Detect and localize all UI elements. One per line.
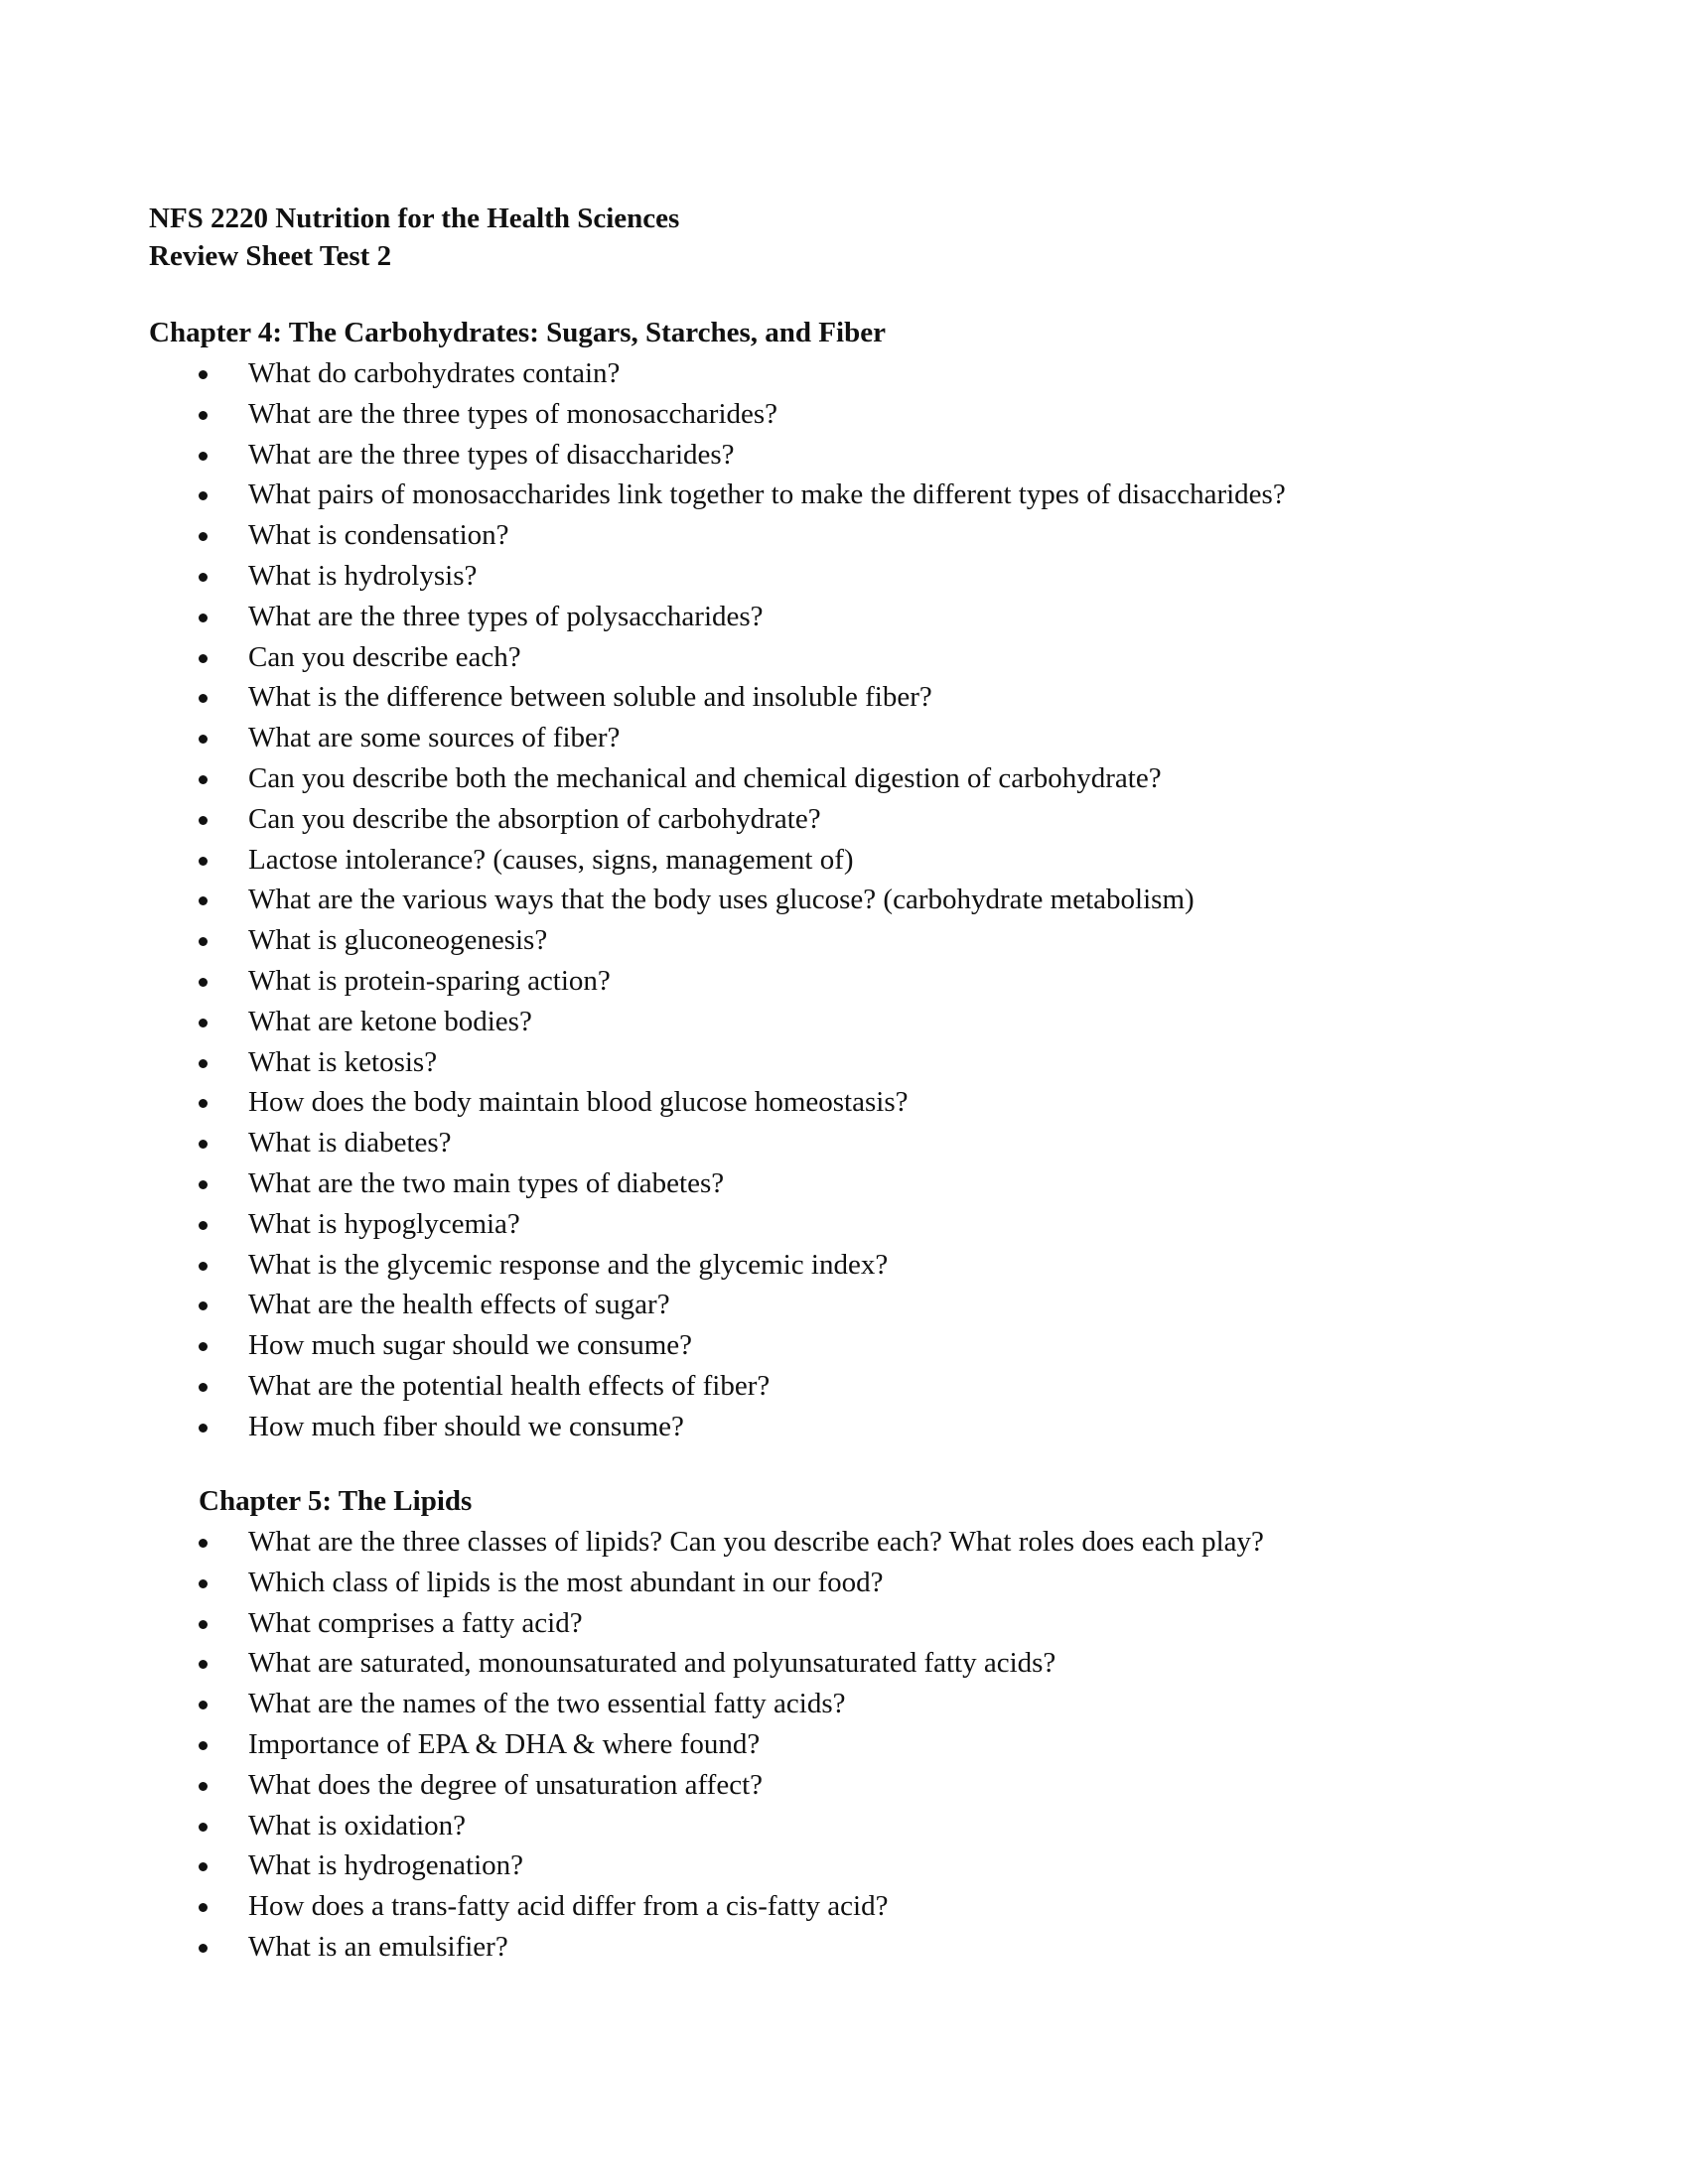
bullet-icon (199, 1823, 208, 1832)
bullet-icon (199, 1903, 208, 1912)
question-text: What is hydrogenation? (248, 1849, 524, 1882)
bullet-icon (199, 1140, 208, 1149)
bullet-icon (199, 1180, 208, 1189)
bullet-icon (199, 1741, 208, 1750)
chapter-4-heading: Chapter 4: The Carbohydrates: Sugars, Starches, and Fiber (149, 317, 886, 348)
bullet-icon (199, 1019, 208, 1027)
question-text: What is hydrolysis? (248, 559, 478, 592)
bullet-icon (199, 1424, 208, 1433)
question-text: What is the glycemic response and the glycemic index? (248, 1248, 889, 1281)
bullet-icon (199, 1262, 208, 1271)
question-text: Can you describe the absorption of carbohydrate? (248, 802, 821, 835)
bullet-icon (199, 1620, 208, 1629)
question-text: What are the three types of polysaccharides? (248, 600, 764, 632)
question-text: What is the difference between soluble and insoluble fiber? (248, 681, 932, 714)
course-title: NFS 2220 Nutrition for the Health Sciences (149, 203, 680, 234)
question-text: What are saturated, monounsaturated and polyunsaturated fatty acids? (248, 1647, 1056, 1680)
bullet-icon (199, 1944, 208, 1953)
question-text: What comprises a fatty acid? (248, 1606, 583, 1639)
bullet-icon (199, 1862, 208, 1871)
bullet-icon (199, 775, 208, 784)
bullet-icon (199, 978, 208, 987)
question-text: How much sugar should we consume? (248, 1329, 692, 1362)
question-text: What are the various ways that the body uses glucose? (carbohydrate metabolism) (248, 884, 1195, 916)
question-text: What is protein-sparing action? (248, 964, 611, 997)
question-text: What are the names of the two essential fatty acids? (248, 1688, 846, 1720)
bullet-icon (199, 573, 208, 582)
question-text: How much fiber should we consume? (248, 1410, 684, 1442)
question-text: What is gluconeogenesis? (248, 924, 548, 957)
chapter-5-heading: Chapter 5: The Lipids (199, 1485, 473, 1517)
question-text: What are ketone bodies? (248, 1005, 532, 1037)
bullet-icon (199, 370, 208, 379)
question-text: What are the three types of disaccharides? (248, 438, 735, 471)
bullet-icon (199, 614, 208, 622)
bullet-icon (199, 411, 208, 420)
question-text: What do carbohydrates contain? (248, 357, 621, 389)
bullet-icon (199, 1539, 208, 1548)
bullet-icon (199, 1221, 208, 1230)
question-text: What are some sources of fiber? (248, 722, 621, 754)
bullet-icon (199, 452, 208, 461)
bullet-icon (199, 1782, 208, 1791)
question-text: How does the body maintain blood glucose homeostasis? (248, 1086, 909, 1119)
question-text: What pairs of monosaccharides link together to make the different types of disaccharides? (248, 478, 1286, 511)
bullet-icon (199, 1099, 208, 1108)
sheet-title: Review Sheet Test 2 (149, 240, 392, 272)
bullet-icon (199, 896, 208, 905)
bullet-icon (199, 1301, 208, 1310)
question-text: What is ketosis? (248, 1045, 438, 1078)
question-text: What is diabetes? (248, 1127, 452, 1160)
bullet-icon (199, 654, 208, 663)
question-text: What are the three classes of lipids? Can you describe each? What roles does each play? (248, 1526, 1264, 1558)
bullet-icon (199, 735, 208, 744)
question-text: Importance of EPA & DHA & where found? (248, 1727, 761, 1760)
bullet-icon (199, 1660, 208, 1669)
question-text: Lactose intolerance? (causes, signs, management of) (248, 843, 854, 876)
question-text: What are the two main types of diabetes? (248, 1166, 725, 1199)
question-text: What is oxidation? (248, 1809, 467, 1842)
bullet-icon (199, 1701, 208, 1709)
question-text: How does a trans-fatty acid differ from a cis-fatty acid? (248, 1890, 889, 1923)
bullet-icon (199, 1059, 208, 1068)
bullet-icon (199, 491, 208, 500)
bullet-icon (199, 937, 208, 946)
question-text: Which class of lipids is the most abundant in our food? (248, 1566, 884, 1598)
question-text: What is condensation? (248, 519, 509, 552)
bullet-icon (199, 1383, 208, 1392)
question-text: Can you describe both the mechanical and chemical digestion of carbohydrate? (248, 761, 1162, 794)
question-text: What does the degree of unsaturation affect? (248, 1768, 764, 1801)
bullet-icon (199, 532, 208, 541)
bullet-icon (199, 1579, 208, 1588)
bullet-icon (199, 816, 208, 825)
bullet-icon (199, 857, 208, 866)
bullet-icon (199, 1342, 208, 1351)
question-text: Can you describe each? (248, 640, 521, 673)
bullet-icon (199, 694, 208, 703)
question-text: What are the potential health effects of fiber? (248, 1369, 771, 1402)
question-text: What is hypoglycemia? (248, 1207, 520, 1240)
question-text: What are the three types of monosaccharides? (248, 397, 778, 430)
question-text: What is an emulsifier? (248, 1930, 508, 1963)
question-text: What are the health effects of sugar? (248, 1289, 670, 1321)
